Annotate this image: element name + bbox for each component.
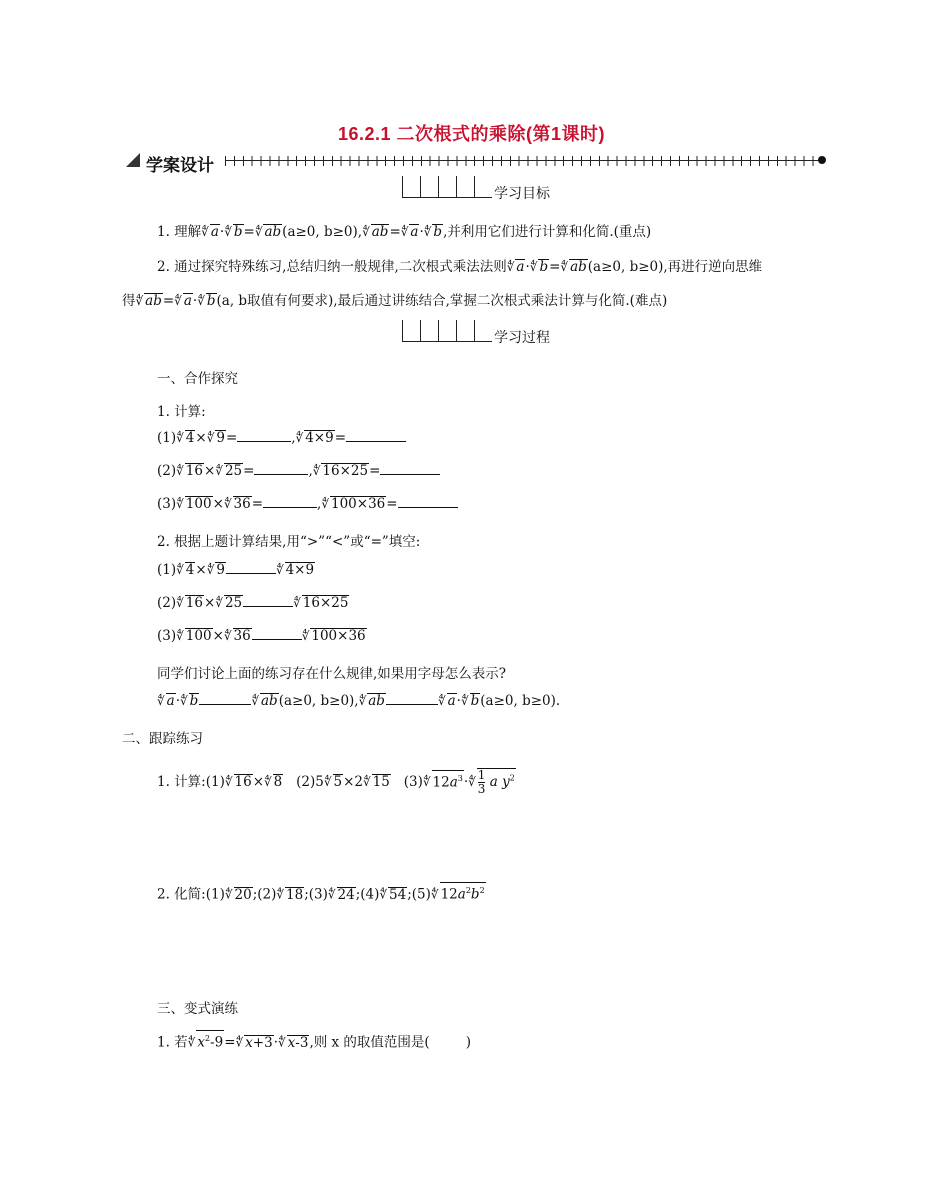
- banner-ruler: [225, 156, 820, 166]
- rule-line: ∜ a·∜ b ∜ ab(a≥0, b≥0),∜ ab ∜ a·∜ b(a≥0, b≥0).: [157, 693, 561, 709]
- goal-1: 1. 理解∜ a·∜ b=∜ ab(a≥0, b≥0),∜ ab=∜ a·∜ b,并利用它们进行计算和化简.(重点): [157, 224, 652, 240]
- answer-blank[interactable]: [346, 441, 406, 442]
- rule-cond-2: (a≥0, b≥0).: [480, 693, 561, 709]
- radicand: 4×9: [305, 430, 334, 446]
- part3-q1: 1. 若∜ $x^2-9=∜$ x+3·∜ x-3,则 x 的取值范围是( ): [157, 1030, 471, 1051]
- q1-row-no: (3): [157, 496, 177, 512]
- radicand: 54: [389, 886, 407, 903]
- q2-row-1: (1)∜ 4×∜ 9 ∜ 4×9: [157, 562, 315, 578]
- goal-2-text-c: 得: [122, 293, 136, 309]
- q1-row-3: (3)∜ 100×∜ 36= ,∜ 100×36=: [157, 496, 458, 512]
- part1-q1: 1. 计算:: [157, 404, 206, 420]
- radicand: 25: [224, 595, 243, 611]
- radicand: 100×36: [330, 496, 386, 512]
- part2-q1-item2: (2)5: [296, 774, 324, 790]
- answer-blank[interactable]: [398, 507, 458, 508]
- radicand: 4×9: [285, 562, 315, 578]
- banner-dot-icon: [818, 156, 826, 164]
- process-header: [402, 320, 550, 346]
- discuss-prompt: 同学们讨论上面的练习存在什么规律,如果用字母怎么表示?: [157, 666, 507, 682]
- q2-row-no: (1): [157, 562, 177, 578]
- goal-2-text: 2. 通过探究特殊练习,总结归纳一般规律,二次根式乘法法则: [157, 259, 507, 275]
- radicand: 16: [185, 595, 203, 611]
- radicand: 4: [185, 562, 195, 578]
- q1-row-no: (2): [157, 463, 177, 479]
- goal-2-line-2: 得∜ ab=∜ a·∜ b(a, b取值有何要求),最后通过讲练结合,掌握二次根式乘法计算与化简.(难点): [122, 293, 668, 309]
- banner-label: 学案设计: [146, 156, 214, 176]
- section-banner: [120, 150, 832, 174]
- q1-row-2: (2)∜ 16×∜ 25= ,∜ 16×25=: [157, 463, 440, 479]
- goal-2-text-d: (a, b取值有何要求),最后通过讲练结合,掌握二次根式乘法计算与化简.(难点): [216, 293, 668, 309]
- q2-row-no: (2): [157, 595, 177, 611]
- answer-blank[interactable]: [243, 606, 293, 607]
- page-title: 16.2.1 二次根式的乘除(第1课时): [338, 124, 606, 144]
- answer-blank[interactable]: [380, 474, 440, 475]
- radicand: 100: [185, 496, 212, 512]
- banner-rule: [225, 160, 820, 161]
- answer-blank[interactable]: [199, 704, 251, 705]
- banner-triangle-icon: [126, 153, 140, 167]
- part3-q1-suffix: ,则 x 的取值范围是(: [309, 1034, 430, 1051]
- goals-header: [402, 176, 550, 202]
- q1-row-1: (1)∜ 4×∜ 9= ,∜ 4×9=: [157, 430, 406, 446]
- radicand: 9: [216, 430, 225, 446]
- radicand: 20: [234, 886, 252, 903]
- radicand: 24: [337, 886, 355, 903]
- radicand: 36: [233, 496, 251, 512]
- q2-row-3: (3)∜ 100×∜ 36 ∜ 100×36: [157, 628, 366, 644]
- radicand: 4: [185, 430, 195, 446]
- part2-q1: 1. 计算:(1)∜ 16×∜ 8 (2)5∜ 5×2∜ 15 (3)∜ $12a^3\cdot∜$ $\frac{1}{3}$ a $y^2$: [157, 768, 515, 796]
- goals-title: 学习目标: [494, 186, 550, 202]
- part3-q1-close: ): [465, 1034, 471, 1051]
- radicand: 36: [233, 628, 251, 644]
- rule-cond-1: (a≥0, b≥0),: [278, 693, 359, 709]
- radicand: 100: [185, 628, 212, 644]
- radicand: 25: [224, 463, 243, 479]
- radicand: 16×25: [322, 463, 369, 479]
- part2-q1-prefix: 1. 计算:(1): [157, 774, 225, 790]
- part2-q2-prefix: 2. 化简:(1): [157, 886, 225, 903]
- part1-q2: 2. 根据上题计算结果,用“>”“<”或“=”填空:: [157, 534, 421, 550]
- goal-1-cond: (a≥0, b≥0),: [282, 224, 363, 240]
- goal-2-text-b: (a≥0, b≥0),再进行逆向思维: [587, 259, 763, 275]
- answer-blank[interactable]: [237, 441, 291, 442]
- goal-1-suffix: ,并利用它们进行计算和化简.(重点): [443, 224, 652, 240]
- goal-1-prefix: 1. 理解: [157, 224, 202, 240]
- radicand: 16×25: [302, 595, 349, 611]
- answer-blank[interactable]: [386, 704, 438, 705]
- part3-heading: 三、变式演练: [157, 1001, 238, 1017]
- q2-row-no: (3): [157, 628, 177, 644]
- answer-blank[interactable]: [252, 639, 302, 640]
- radicand: 18: [286, 886, 304, 903]
- radicand: 100×36: [311, 628, 366, 644]
- answer-blank[interactable]: [254, 474, 308, 475]
- radicand: 16: [185, 463, 203, 479]
- part2-heading: 二、跟踪练习: [122, 731, 203, 747]
- part3-q1-prefix: 1. 若: [157, 1034, 188, 1051]
- q1-row-no: (1): [157, 430, 177, 446]
- goal-2-line-1: 2. 通过探究特殊练习,总结归纳一般规律,二次根式乘法法则∜ a·∜ b=∜ ab(a≥0, b≥0),再进行逆向思维: [157, 259, 763, 275]
- answer-blank[interactable]: [226, 573, 276, 574]
- part2-q2: 2. 化简:(1)∜ 20;(2)∜ 18;(3)∜ 24;(4)∜ 54;(5)∜ $12a^2b^2$: [157, 882, 486, 903]
- q2-row-2: (2)∜ 16×∜ 25 ∜ 16×25: [157, 595, 349, 611]
- part2-q1-item3: (3): [403, 774, 423, 790]
- part1-heading: 一、合作探究: [157, 371, 238, 387]
- process-title: 学习过程: [494, 330, 550, 346]
- radicand: 9: [216, 562, 225, 578]
- answer-blank[interactable]: [263, 507, 317, 508]
